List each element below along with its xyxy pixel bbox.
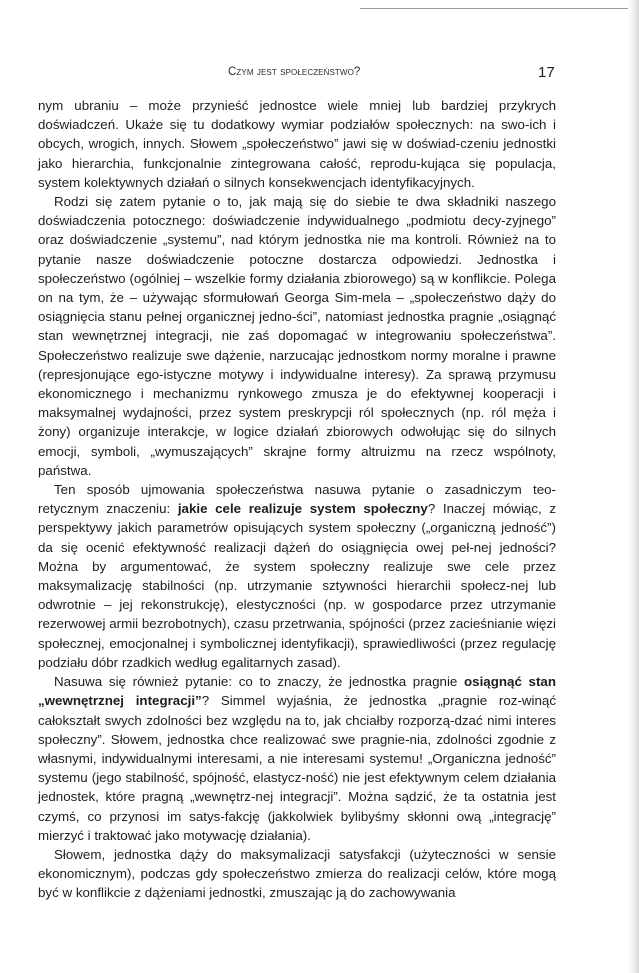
text-run: Słowem, jednostka dąży do maksymalizacji satysfakcji (użyteczności w sensie ekonomicznym), podczas gdy społeczeństwo zmierza do realizacji celów, które mogą być w konflikcie z dążeniami jednostki, zmuszając ją do zachowywania [38, 846, 556, 901]
paragraph [38, 845, 556, 903]
paragraph [38, 96, 556, 192]
text-run: Ten sposób ujmowania społeczeństwa nasuwa pytanie o zasadniczym teo-retycznym znaczeniu: [38, 482, 556, 517]
text-run: Nasuwa się również pytanie: co to znaczy, że jednostka pragnie [54, 674, 465, 690]
paragraph [38, 480, 556, 672]
bold-phrase: jakie cele realizuje system społeczny [177, 501, 428, 517]
top-rule [360, 8, 628, 9]
running-header [0, 64, 628, 86]
bold-phrase: osiągnąć stan „wewnętrznej integracji” [38, 674, 556, 709]
text-run: Rodzi się zatem pytanie o to, jak mają się do siebie te dwa składniki naszego doświadczenia potocznego: doświadczenie indywidualnego „podmiotu decy-zyjnego” oraz doświadczenie „systemu”, nad którym jednostka nie ma kontroli. Również na to pytanie nasze doświadczenie potoczne dostarcza odpowiedzi. Jednostka i społeczeństwo (ogólniej – wszelkie formy działania zbiorowego) są w konflikcie. Polega on na tym, że – używając sformułowań Georga Sim-mela – „społeczeństwo dąży do osiągnięcia stanu pełnej organicznej jedno-ści”, natomiast jednostka pragnie „osiągnąć stan wewnętrznej integracji, nie zaś dopomagać w integrowaniu społeczeństwa”. Społeczeństwo realizuje swe dążenie, narzucając jednostkom normy moralne i prawne (represjonujące ego-istyczne motywy i indywidualne interesy). Za sprawą przymusu ekonomicznego i mechanizmu rynkowego zmusza je do efektywnej kooperacji i maksymalnej wydajności, przez system preskrypcji ról społecznych (np. ról męża i żony) organizuje interakcje, w logice działań zbiorowych odwołując się do silnych emocji, symboli, „wymuszających” skrajne formy altruizmu na rzecz wspólnoty, państwa. [38, 194, 556, 478]
text-run: ? Inaczej mówiąc, z perspektywy jakich parametrów opisujących system społeczny („organiczną jedność”) da się ocenić efektywność realizacji dążeń do osiągnięcia owej peł-nej jedności? Można by argumentować, że system społeczny realizuje swe cele przez maksymalizację stabilności (np. utrzymanie sztywności hierarchii społecz-nej lub odwrotnie – jej rekonstrukcję), elestyczności (np. w gospodarce przez utrzymanie rezerwowej armii bezrobotnych), czasu przetrwania, spójności (przez zacieśnianie więzi społecznej, emocjonalnej i symbolicznej identyfikacji), sprawiedliwości (przez regulację podziału dóbr rzadkich według egalitarnych zasad). [38, 501, 556, 670]
text-run: nym ubraniu – może przynieść jednostce wiele mniej lub bardziej przykrych doświadczeń. Ukaże się tu dodatkowy wymiar podziałów społecznych: na swo-ich i obcych, wrogich, innych. Słowem „społeczeństwo” jawi się w doświad-czeniu jednostki jako hierarchia, funkcjonalnie zintegrowana całość, reprodu-kująca się populacja, system kolektywnych działań o silnych konsekwencjach identyfikacyjnych. [38, 98, 556, 190]
page-number: 17 [538, 64, 555, 81]
paragraph [38, 192, 556, 480]
paragraph [38, 672, 556, 845]
page-edge-shadow [628, 0, 639, 973]
running-header-title: Czym jest społeczeństwo? [228, 66, 361, 78]
body-text [38, 96, 556, 903]
text-run: ? Simmel wyjaśnia, że jednostka „pragnie roz-winąć całokształt swych zdolności bez względu na to, jak chciałby rozporzą-dzać nimi interes społeczny”. Słowem, jednostka chce realizować swe pragnie-nia, zdolności zgodnie z własnymi, indywidualnymi interesami, a nie interesami systemu! „Organiczna jedność” systemu (jego stabilność, spójność, elastycz-ność) nie jest efektywnym celem działania jednostek, które pragną „wewnętrz-nej integracji”. Można sądzić, że ta ostatnia jest czymś, co przynosi im satys-fakcję (jakkolwiek bylibyśmy skłonni ową „integrację” mierzyć i traktować jako motywację działania). [38, 693, 556, 843]
